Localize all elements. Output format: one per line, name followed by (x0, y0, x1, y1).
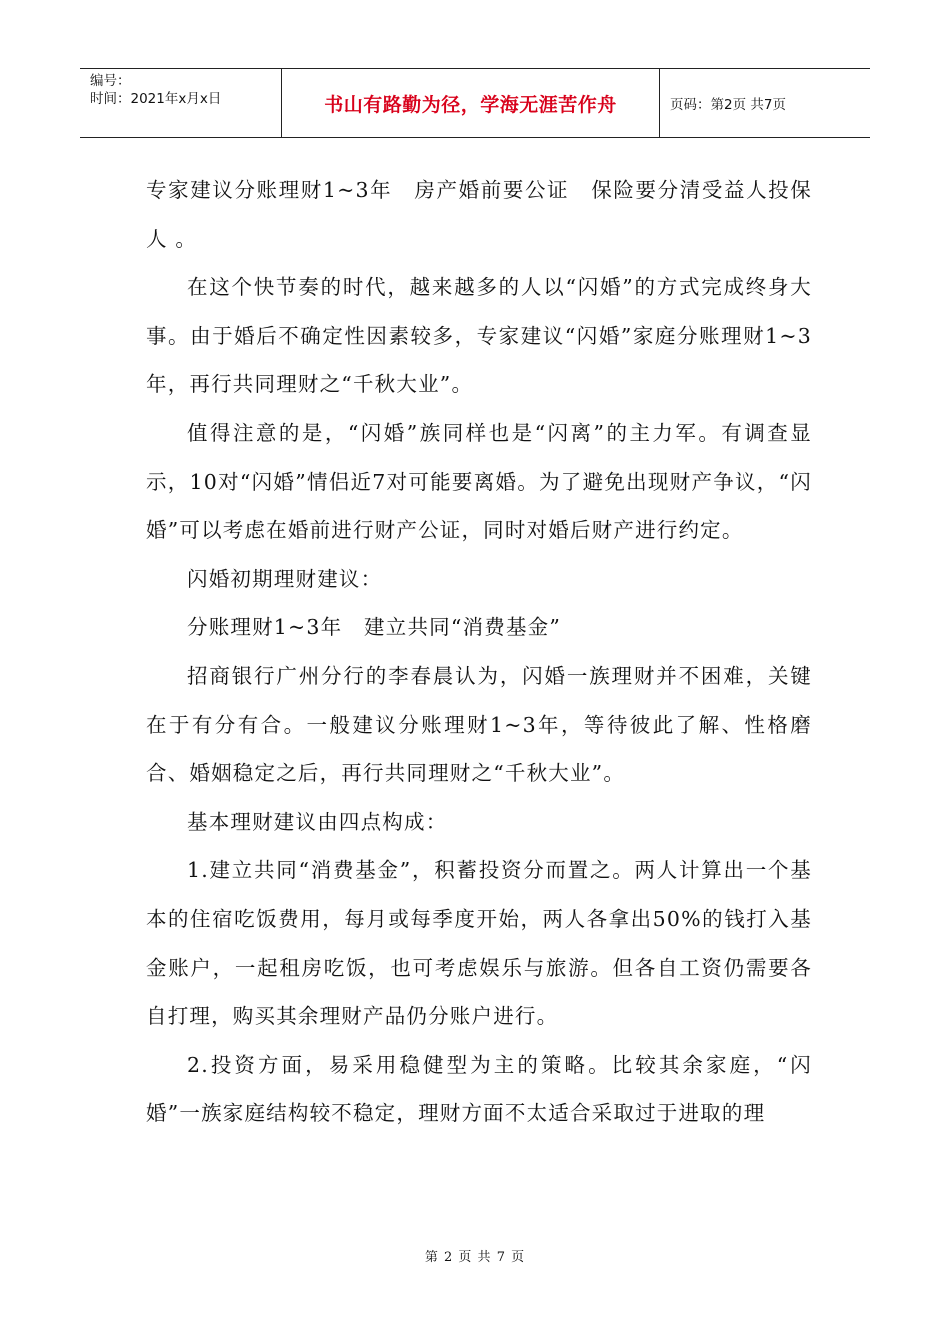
page-footer: 第 2 页 共 7 页 (424, 1250, 526, 1265)
header-motto-cell (282, 69, 660, 137)
header-page-cell (660, 69, 870, 137)
paragraph: 1.建立共同“消费基金”，积蓄投资分而置之。两人计算出一个基本的住宿吃饭费用，每月或每季度开始，两人各拿出50%的钱打入基金账户，一起租房吃饭，也可考虑娱乐与旅游。但各自工资仍需要各自打理，购买其余理财产品仍分账户进行。 (146, 858, 812, 1029)
date-label: 时间：2021年x月x日 (90, 91, 222, 107)
paragraph: 招商银行广州分行的李春晨认为，闪婚一族理财并不困难，关键在于有分有合。一般建议分账理财1~3年，等待彼此了解、性格磨合、婚姻稳定之后，再行共同理财之“千秋大业”。 (146, 663, 812, 786)
paragraph: 基本理财建议由四点构成： (187, 809, 448, 834)
page-info: 页码：第2页 共7页 (670, 97, 786, 113)
paragraph: 2.投资方面，易采用稳健型为主的策略。比较其余家庭，“闪婚”一族家庭结构较不稳定，理财方面不太适合采取过于进取的理 (146, 1052, 812, 1126)
number-label: 编号： (90, 73, 131, 89)
motto-text: 书山有路勤为径，学海无涯苦作舟 (324, 93, 617, 116)
paragraph: 在这个快节奏的时代，越来越多的人以“闪婚”的方式完成终身大事。由于婚后不确定性因素较多，专家建议“闪婚”家庭分账理财1~3年，再行共同理财之“千秋大业”。 (146, 275, 812, 397)
paragraph: 分账理财1~3年 建立共同“消费基金” (187, 615, 562, 640)
paragraph-subtitle: 专家建议分账理财1~3年 房产婚前要公证 保险要分清受益人投保人 。 (146, 178, 812, 251)
paragraph: 闪婚初期理财建议： (187, 566, 383, 591)
page-header (80, 68, 870, 138)
paragraph: 值得注意的是，“闪婚”族同样也是“闪离”的主力军。有调查显示，10对“闪婚”情侣近7对可能要离婚。为了避免出现财产争议，“闪婚”可以考虑在婚前进行财产公证，同时对婚后财产进行约定。 (146, 420, 812, 543)
document-body (146, 166, 812, 1138)
header-meta-cell (80, 69, 282, 137)
